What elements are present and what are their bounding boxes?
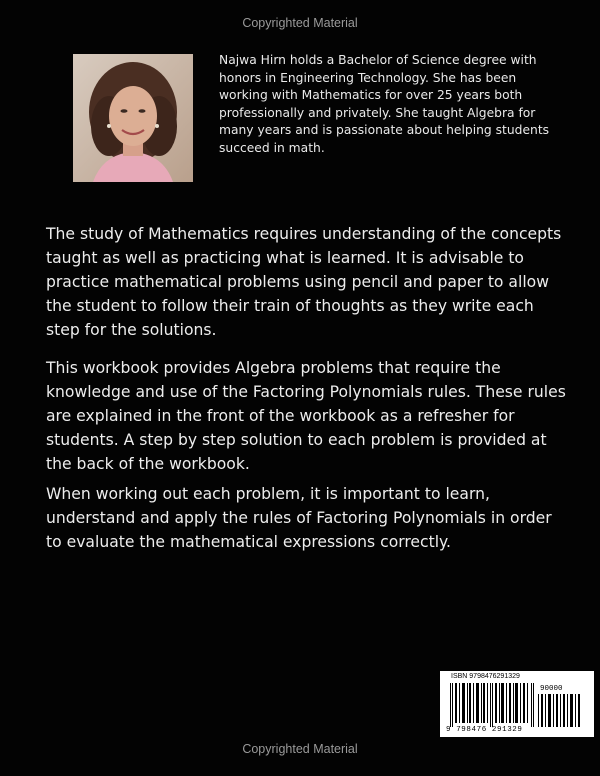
isbn-label: ISBN 9798476291329 (451, 673, 520, 680)
isbn-digits: 9 798476 291329 (446, 726, 523, 734)
price-code: 90000 (540, 685, 563, 693)
copyright-watermark-bottom: Copyrighted Material (242, 742, 358, 756)
price-addon-bars (538, 694, 582, 727)
description-paragraph-3: When working out each problem, it is important to learn, understand and apply the rules of Factoring Polynomials in order to evaluate the mathematical expressions correctly. (46, 485, 552, 551)
author-bio: Najwa Hirn holds a Bachelor of Science degree with honors in Engineering Technology. She has been working with Mathematics for over 25 years both professionally and privately. She taught Algebra for many years and is passionate about helping students succeed in math. (219, 53, 550, 155)
description-paragraph-1: The study of Mathematics requires understanding of the concepts taught as well as practicing what is learned. It is advisable to practice mathematical problems using pencil and paper to allow the student to follow their train of thoughts as they write each step for the solutions. (46, 225, 562, 339)
isbn-barcode (440, 671, 594, 737)
copyright-watermark-top: Copyrighted Material (242, 16, 358, 30)
ean-barcode-bars (450, 683, 536, 727)
author-photo (73, 54, 193, 182)
description-paragraph-2: This workbook provides Algebra problems that require the knowledge and use of the Factoring Polynomials rules. These rules are explained in the front of the workbook as a refresher for students. A step by step solution to each problem is provided at the back of the workbook. (46, 359, 566, 473)
